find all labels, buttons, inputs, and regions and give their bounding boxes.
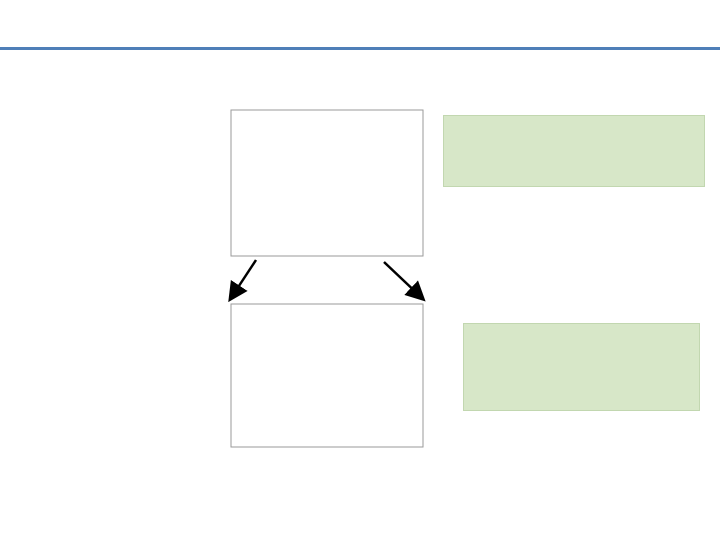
bottom-plot-frame	[231, 304, 423, 447]
zoom-arrow-right	[384, 262, 422, 298]
top-plot-frame	[231, 110, 423, 256]
zoom-arrow-left	[231, 260, 256, 298]
